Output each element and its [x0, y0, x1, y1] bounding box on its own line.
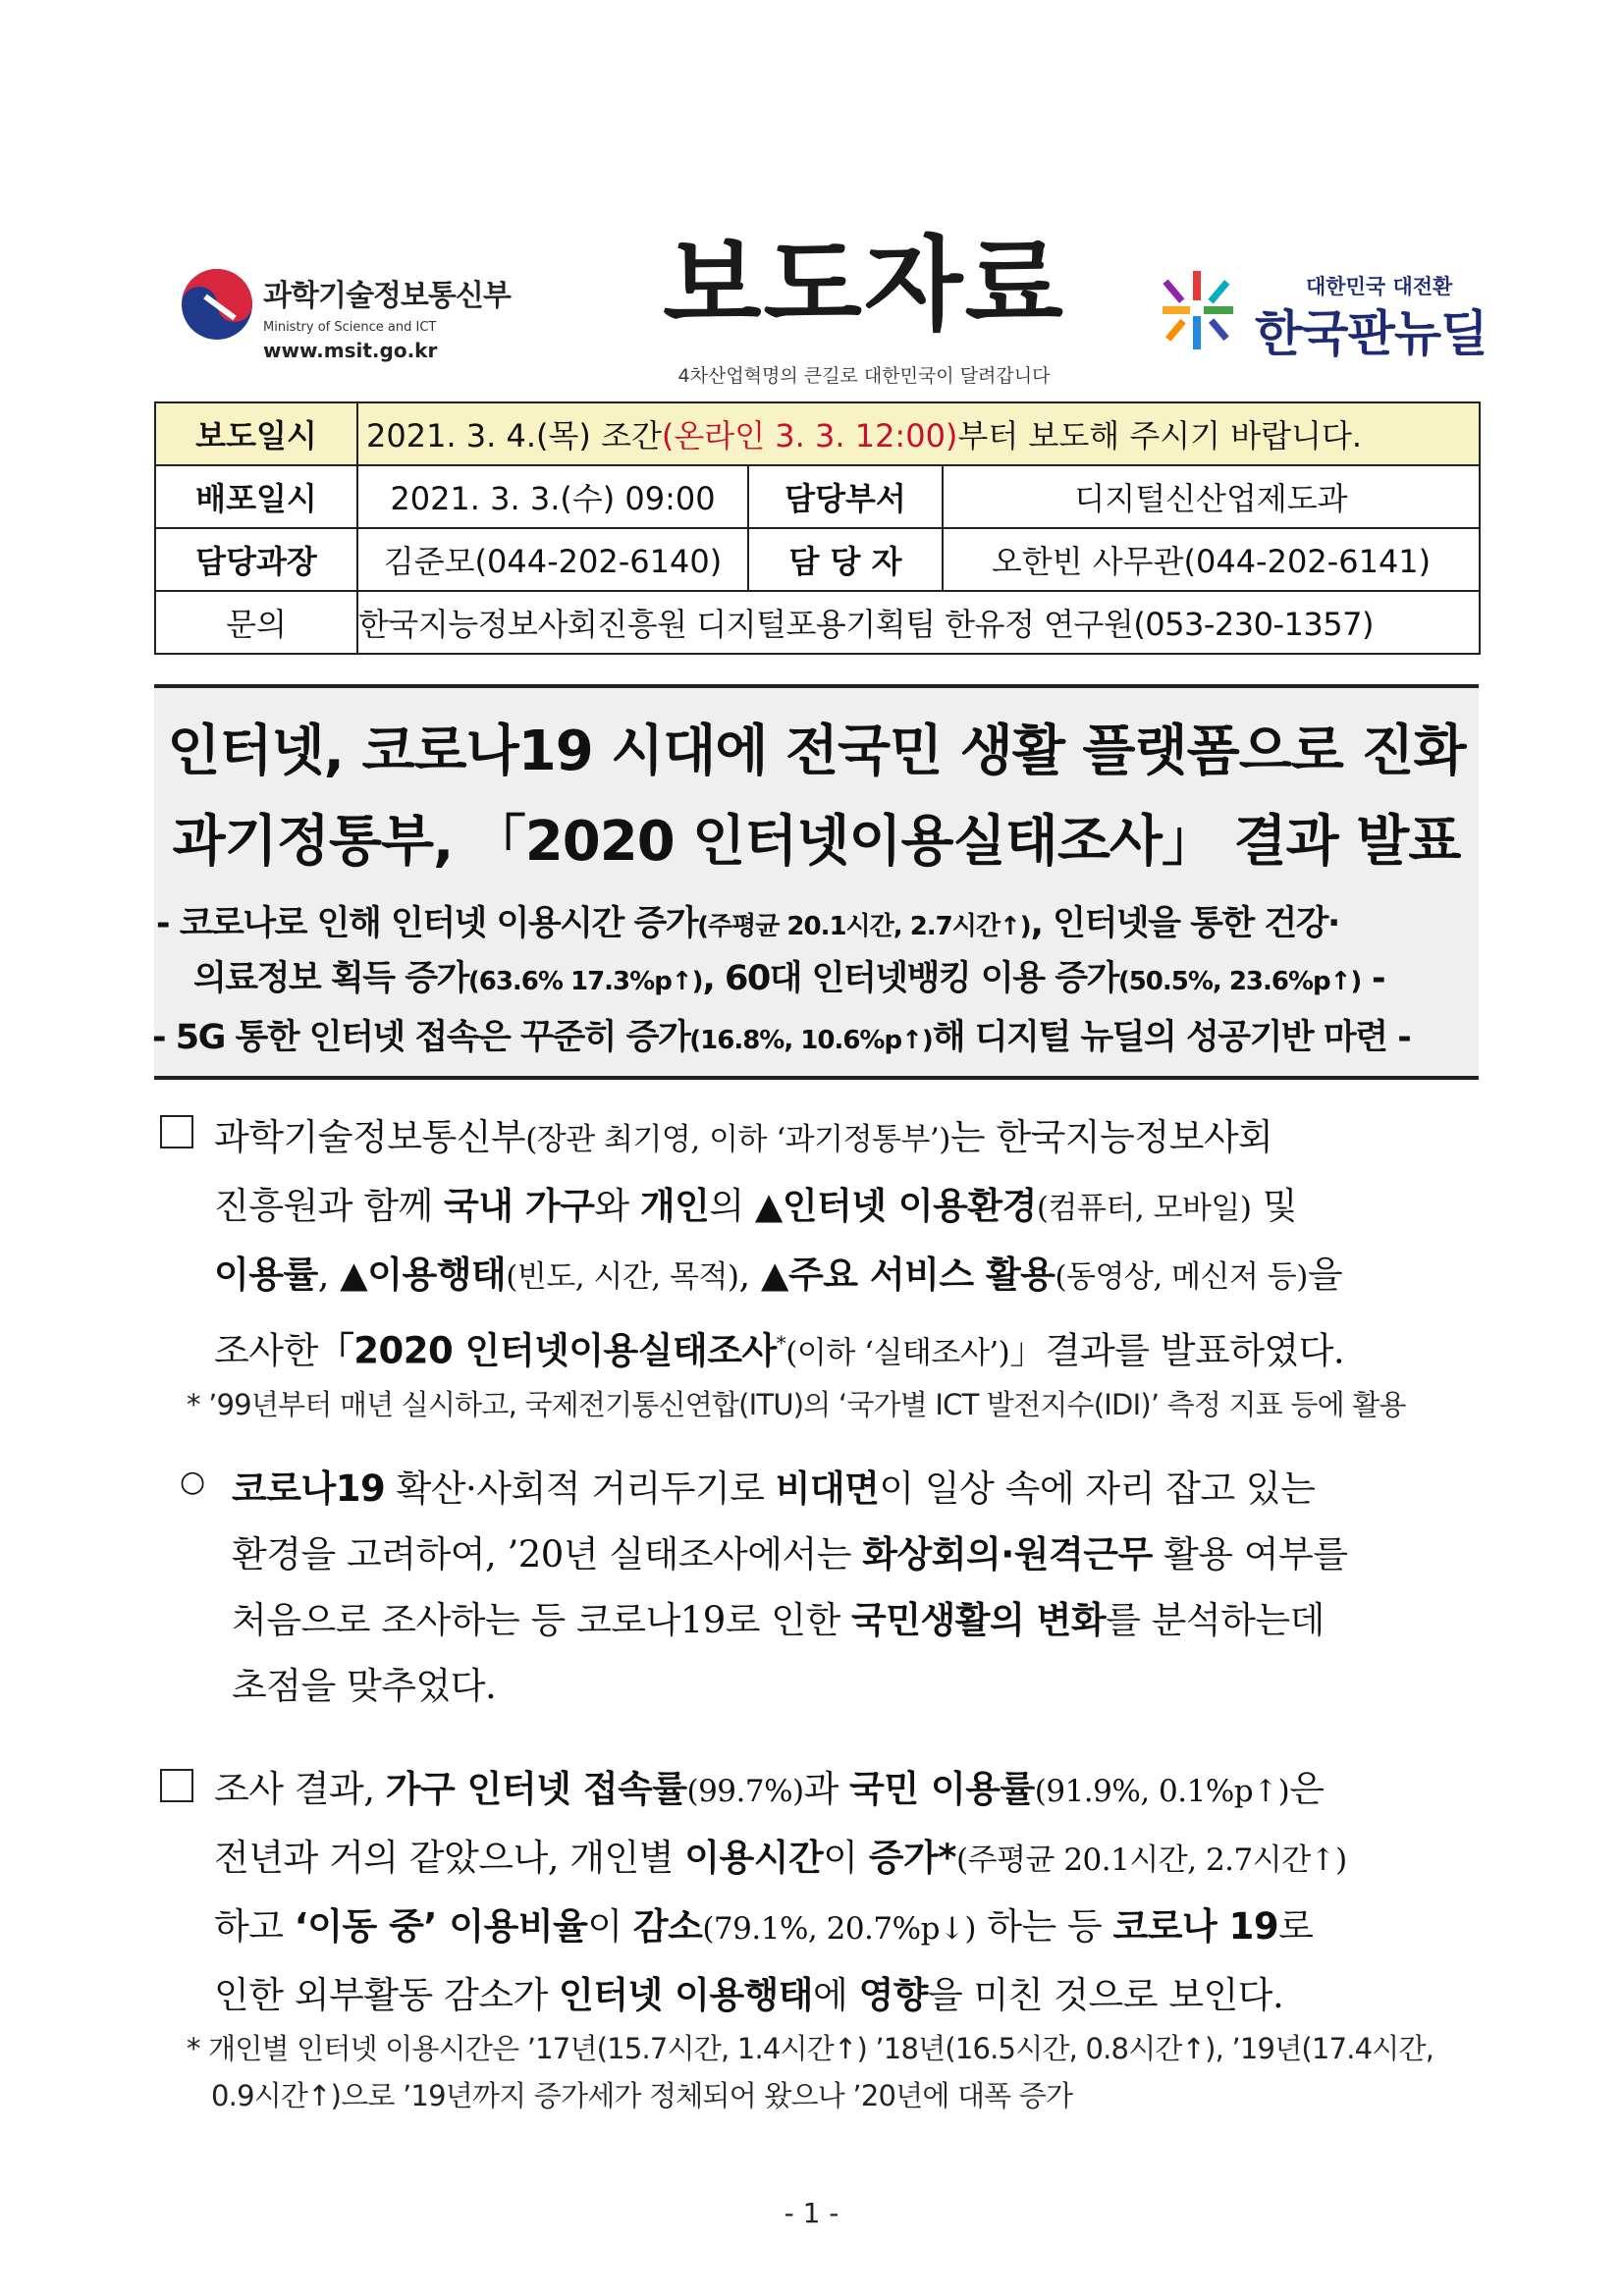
press-release-title: 보도자료 [663, 225, 1065, 345]
ministry-name-en: Ministry of Science and ICT [263, 320, 437, 335]
p1-usage-behavior: ▲이용행태 [340, 1254, 507, 1296]
p2-line1-d: 이 일상 속에 자리 잡고 있는 [879, 1468, 1316, 1510]
subheadline-1 [156, 896, 1339, 945]
box-bullet-icon [160, 1769, 193, 1802]
p3-mobile-value: (79.1%, 20.7%p↓) [702, 1911, 977, 1947]
subheadline-3 [152, 1010, 1410, 1059]
p3-line4-a: 인한 외부활동 감소가 [214, 1974, 559, 2016]
p1-environment-note: (컴퓨터, 모바일) [1036, 1191, 1252, 1226]
subheadline-1-tail: , 인터넷을 통한 건강· [1030, 904, 1339, 943]
p3-household-access: 가구 인터넷 접속률 [385, 1768, 687, 1810]
p1-line4-a: 조사한 [214, 1329, 318, 1372]
p1-services: ▲주요 서비스 활용 [761, 1254, 1055, 1296]
p1-line4-tail: 」결과를 발표하였다. [1009, 1329, 1345, 1372]
p3-line3-h: 로 [1278, 1905, 1314, 1948]
p2-untact: 비대면 [775, 1468, 880, 1510]
p1-line1-tail: 는 한국지능정보사회 [949, 1116, 1273, 1158]
circle-bullet-icon: ○ [180, 1465, 206, 1499]
ministry-identity [263, 271, 511, 362]
ministry-slogan: 4차산업혁명의 큰길로 대한민국이 달려갑니다 [677, 365, 1051, 387]
inquiry-label: 문의 [155, 591, 357, 654]
p3-mobile-usage: ‘이동 중’ 이용비율 [294, 1905, 588, 1948]
director-value: 김준모(044-202-6140) [357, 528, 748, 591]
p1-line2-e: 의 [709, 1185, 755, 1227]
p1-asterisk: * [776, 1331, 786, 1355]
ministry-ref: 과학기술정보통신부 [214, 1116, 526, 1158]
p3-line4-e: 을 미친 것으로 보인다. [928, 1974, 1284, 2016]
subheadline-1-text: - 코로나로 인해 인터넷 이용시간 증가 [156, 904, 698, 943]
p1-households: 국내 가구 [443, 1185, 595, 1227]
p3-line2-c: 이 [823, 1837, 869, 1879]
inquiry-value: 한국지능정보사회진흥원 디지털포용기획팀 한유정 연구원(053-230-1357) [357, 591, 1480, 654]
paragraph-covid-focus [232, 1456, 1481, 1719]
page-number: - 1 - [784, 2197, 839, 2229]
p2-life-change: 국민생활의 변화 [851, 1599, 1107, 1641]
p3-covid: 코로나 19 [1112, 1905, 1279, 1948]
headline-second: 과기정통부, 「2020 인터넷이용실태조사」 결과 발표 [172, 810, 1461, 874]
p2-line1-b: 확산·사회적 거리두기로 [385, 1468, 776, 1510]
p1-line3-e: , [738, 1254, 762, 1296]
p1-services-note: (동영상, 메신저 등) [1055, 1259, 1308, 1295]
p1-behavior-note: (빈도, 시간, 목적) [506, 1259, 739, 1295]
p2-line3-c: 를 분석하는데 [1106, 1599, 1325, 1641]
box-bullet-icon [160, 1115, 193, 1148]
p3-usage-rate: 국민 이용률 [849, 1768, 1035, 1810]
p1-environment: ▲인터넷 이용환경 [754, 1185, 1037, 1227]
headline-box [154, 684, 1479, 1080]
p2-line3-a: 처음으로 조사하는 등 코로나19로 인한 [232, 1599, 852, 1641]
subheadline-1-figure: (주평균 20.1시간, 2.7시간↑) [697, 912, 1031, 941]
distribution-label: 배포일시 [155, 465, 357, 528]
subheadline-2-end: - [1361, 959, 1385, 998]
release-info-table [154, 401, 1481, 655]
newdeal-subtitle: 대한민국 대전환 [1306, 275, 1453, 298]
p2-line4: 초점을 맞추었다. [232, 1665, 497, 1707]
p3-decrease: 감소 [632, 1905, 703, 1948]
subheadline-3-figure: (16.8%, 10.6%p↑) [689, 1026, 933, 1055]
release-instruction: 부터 보도해 주시기 바랍니다. [957, 417, 1363, 454]
ministry-note: (장관 최기영, 이하 ‘과기정통부’) [525, 1122, 950, 1157]
subheadline-2-figure-b: (50.5%, 23.6%p↑) [1117, 967, 1362, 996]
p1-line2-a: 진흥원과 함께 [214, 1185, 444, 1227]
contact-row [155, 528, 1480, 591]
newdeal-title: 한국판뉴딜 [1255, 305, 1488, 362]
p3-line3-c: 이 [587, 1905, 633, 1948]
inquiry-row [155, 591, 1480, 654]
p2-line2-c: 활용 여부를 [1152, 1533, 1348, 1575]
p3-line1-a: 조사 결과, [214, 1768, 386, 1810]
subheadline-2-text: 의료정보 획득 증가 [193, 959, 468, 998]
p3-line1-g: 은 [1289, 1768, 1325, 1810]
ministry-url: www.msit.go.kr [263, 339, 438, 362]
footnote-usage-time-2: 0.9시간↑)으로 ’19년까지 증가세가 정체되어 왔으나 ’20년에 대폭 증가 [211, 2079, 1073, 2112]
online-release-time: (온라인 3. 3. 12:00) [661, 417, 958, 454]
subheadline-2-mid: , 60대 인터넷뱅킹 이용 증가 [702, 959, 1118, 998]
subheadline-2-figure-a: (63.6% 17.3%p↑) [467, 967, 703, 996]
p2-line2-a: 환경을 고려하여, ’20년 실태조사에서는 [232, 1533, 863, 1575]
distribution-row [155, 465, 1480, 528]
officer-label: 담 당 자 [748, 528, 943, 591]
p3-usage-value: (91.9%, 0.1%p↑) [1034, 1774, 1290, 1809]
release-value [357, 402, 1480, 465]
p1-individuals: 개인 [639, 1185, 710, 1227]
subheadline-3-text: - 5G 통한 인터넷 접속은 꾸준히 증가 [152, 1018, 690, 1057]
p3-line3-f: 하는 등 [976, 1905, 1113, 1948]
release-date: 2021. 3. 4.(목) 조간 [366, 417, 662, 454]
department-value: 디지털신산업제도과 [943, 465, 1480, 528]
p2-covid: 코로나19 [232, 1468, 386, 1510]
p1-line2-c: 와 [594, 1185, 640, 1227]
korean-new-deal-logo-icon [1161, 267, 1235, 353]
paragraph-survey-results [214, 1756, 1481, 2028]
p3-usage-time: 이용시간 [684, 1837, 824, 1879]
p1-line2-h: 및 [1251, 1185, 1297, 1227]
p1-survey-name: 「2020 인터넷이용실태조사 [317, 1329, 777, 1372]
p3-line1-d: 과 [803, 1768, 850, 1810]
p3-increase: 증가* [868, 1837, 957, 1879]
p3-line3-a: 하고 [214, 1905, 295, 1948]
ministry-name: 과학기술정보통신부 [263, 279, 511, 313]
p1-line3-h: 을 [1307, 1254, 1343, 1296]
director-label: 담당과장 [155, 528, 357, 591]
p2-remote-work: 화상회의·원격근무 [862, 1533, 1153, 1575]
release-label: 보도일시 [155, 402, 357, 465]
p3-usage-behavior: 인터넷 이용행태 [558, 1974, 814, 2016]
paragraph-survey-intro [214, 1104, 1481, 1386]
distribution-value: 2021. 3. 3.(수) 09:00 [357, 465, 748, 528]
release-row [155, 402, 1480, 465]
p3-line2-a: 전년과 거의 같았으나, 개인별 [214, 1837, 685, 1879]
p3-line4-c: 에 [813, 1974, 859, 2016]
subheadline-3-tail: 해 디지털 뉴딜의 성공기반 마련 - [932, 1018, 1411, 1057]
p3-impact: 영향 [858, 1974, 929, 2016]
p1-line3-b: , [317, 1254, 341, 1296]
ministry-taegeuk-logo [180, 267, 254, 342]
department-label: 담당부서 [748, 465, 943, 528]
p1-survey-abbrev: (이하 ‘실태조사’) [785, 1335, 1010, 1371]
p3-time-value: (주평균 20.1시간, 2.7시간↑) [956, 1842, 1347, 1878]
p1-usage-rate: 이용률 [214, 1254, 318, 1296]
subheadline-2 [193, 951, 1384, 1000]
footnote-usage-time-1: * 개인별 인터넷 이용시간은 ’17년(15.7시간, 1.4시간↑) ’18년(16.5시간, 0.8시간↑), ’19년(17.4시간, [187, 2032, 1434, 2065]
headline-main: 인터넷, 코로나19 시대에 전국민 생활 플랫폼으로 진화 [167, 720, 1466, 783]
footnote-survey-history: * ’99년부터 매년 실시하고, 국제전기통신연합(ITU)의 ‘국가별 ICT 발전지수(IDI)’ 측정 지표 등에 활용 [187, 1388, 1406, 1421]
officer-value: 오한빈 사무관(044-202-6141) [943, 528, 1480, 591]
p3-access-value: (99.7%) [686, 1774, 804, 1809]
